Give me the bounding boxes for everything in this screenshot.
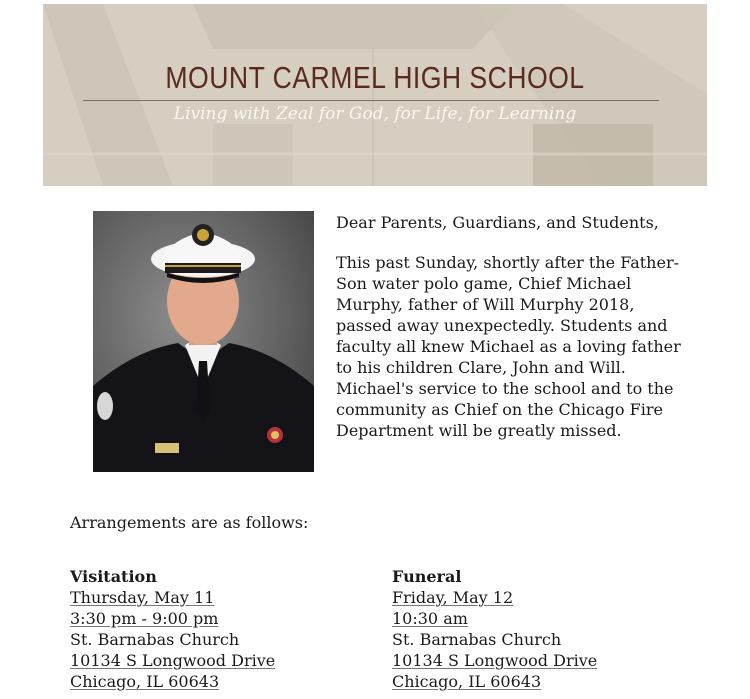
school-tagline: Living with Zeal for God, for Life, for Learning — [173, 104, 577, 124]
funeral-city-link[interactable]: Chicago, IL 60643 — [392, 672, 542, 691]
header-banner — [43, 4, 707, 186]
letter-body: This past Sunday, shortly after the Father-Son water polo game, Chief Michael Murphy, father of Will Murphy 2018, passed away unexpectedly. Students and faculty all knew Michael as a loving father to his children Clare, John and Will. Michael's service to the school and to the community as Chief on the Chicago Fire Department will be greatly missed. — [336, 253, 681, 440]
school-name: MOUNT CARMEL HIGH SCHOOL — [165, 60, 585, 95]
chief-portrait-photo — [93, 211, 314, 472]
funeral-section — [392, 566, 597, 692]
funeral-date-link[interactable]: Friday, May 12 — [392, 588, 514, 607]
visitation-heading: Visitation — [70, 567, 157, 586]
visitation-time-link[interactable]: 3:30 pm - 9:00 pm — [70, 609, 219, 628]
banner-divider — [83, 100, 659, 101]
funeral-heading: Funeral — [392, 567, 462, 586]
visitation-city-link[interactable]: Chicago, IL 60643 — [70, 672, 220, 691]
arrangements-intro: Arrangements are as follows: — [70, 513, 309, 532]
visitation-date-link[interactable]: Thursday, May 11 — [70, 588, 215, 607]
visitation-location: St. Barnabas Church — [70, 630, 240, 649]
visitation-street-link[interactable]: 10134 S Longwood Drive — [70, 651, 276, 670]
funeral-time-link[interactable]: 10:30 am — [392, 609, 468, 628]
funeral-street-link[interactable]: 10134 S Longwood Drive — [392, 651, 598, 670]
visitation-section — [70, 566, 275, 692]
funeral-location: St. Barnabas Church — [392, 630, 562, 649]
portrait-illustration — [93, 211, 314, 472]
letter-greeting: Dear Parents, Guardians, and Students, — [336, 213, 659, 232]
